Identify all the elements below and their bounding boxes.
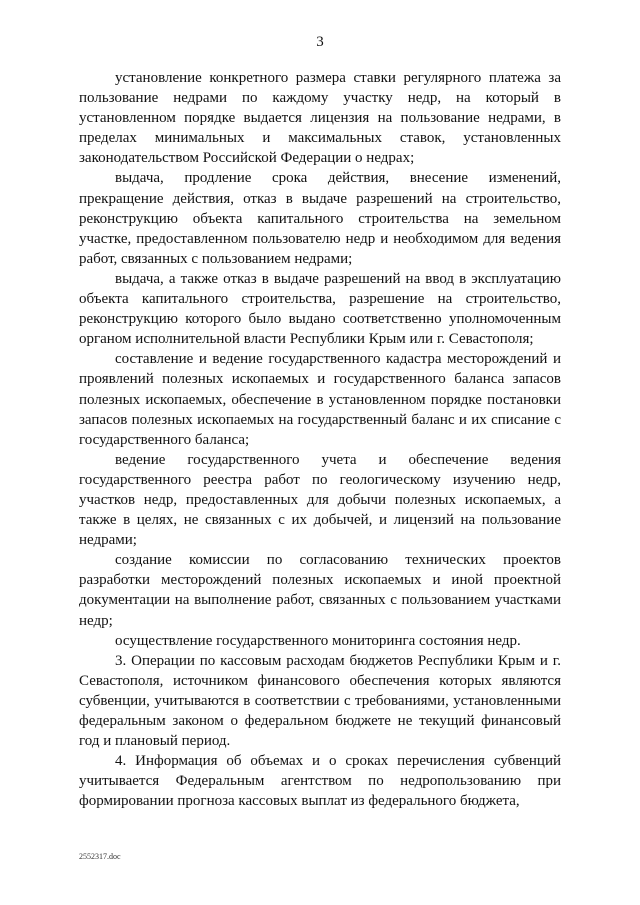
document-file-code: 2552317.doc	[79, 852, 121, 861]
paragraph-technical-commission: создание комиссии по согласованию технических проектов разработки месторождений полезных ископаемых и иной проектной документации на выполнение работ, связанных с пользованием участками недр;	[79, 552, 561, 629]
paragraph-construction-permits: выдача, продление срока действия, внесение изменений, прекращение действия, отказ в выдаче разрешений на строительство, реконструкцию объекта капитального строительства на земельном участке, предоставленном пользователю недр и необходимом для ведения работ, связанных с пользованием недрами;	[79, 170, 561, 267]
page-number: 3	[316, 34, 324, 50]
paragraph-mineral-cadastre: составление и ведение государственного кадастра месторождений и проявлений полезных ископаемых и государственного баланса запасов полезных ископаемых, обеспечение в установленном порядке постановки запасов полезных ископаемых на государственный баланс и их списание с государственного баланса;	[79, 351, 561, 448]
paragraph-subvention-information: 4. Информация об объемах и о сроках перечисления субвенций учитывается Федеральным агентством по недропользованию при формировании прогноза кассовых выплат из федерального бюджета,	[79, 753, 561, 810]
paragraph-cash-expenditures: 3. Операции по кассовым расходам бюджетов Республики Крым и г. Севастополя, источником финансового обеспечения которых являются субвенции, учитываются в соответствии с требованиями, установленными федеральным законом о федеральном бюджете не текущий финансовый год и плановый период.	[79, 652, 561, 750]
paragraph-commissioning-permits: выдача, а также отказ в выдаче разрешений на ввод в эксплуатацию объекта капитального строительства, разрешение на строительство, реконструкцию которого было выдано соответственно уполномоченным органом исполнительной власти Республики Крым или г. Севастополя;	[79, 270, 561, 348]
paragraph-subsoil-monitoring: осуществление государственного мониторинга состояния недр.	[115, 632, 521, 649]
document-body	[79, 68, 561, 811]
paragraph-state-registry: ведение государственного учета и обеспечение ведения государственного реестра работ по геологическому изучению недр, участков недр, предоставленных для добычи полезных ископаемых, а также в целях, не связанных с их добычей, и лицензий на пользование недрами;	[79, 451, 561, 549]
paragraph-subsoil-payment-rate: установление конкретного размера ставки регулярного платежа за пользование недрами по каждому участку недр, на который в установленном порядке выдается лицензия на пользование недрами, в пределах минимальных и максимальных ставок, установленных законодательством Российской Федерации о недрах;	[79, 70, 561, 167]
